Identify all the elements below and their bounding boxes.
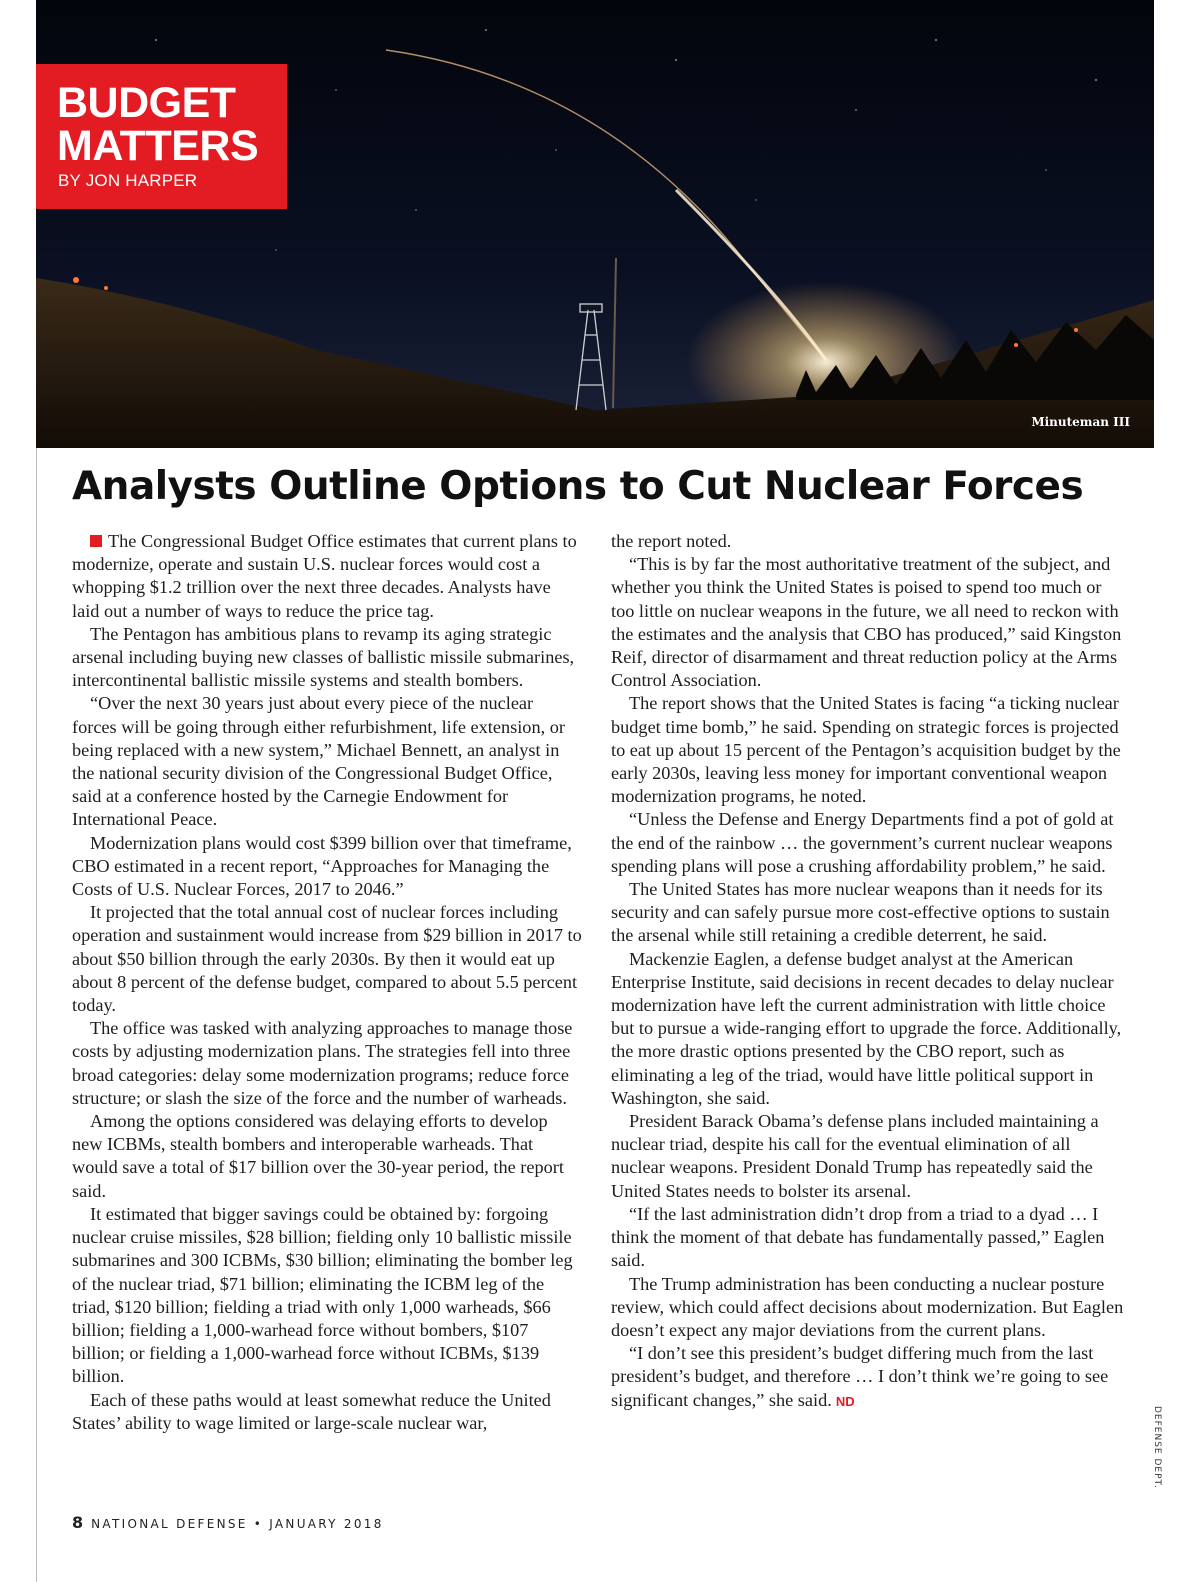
- paragraph: The report shows that the United States is facing “a ticking nuclear budget time bomb,” he said. Spending on strategic forces is projected to eat up about 15 percent of the Pentagon’s acquisition budget by the early 2030s, leaving less money for important conventional weapon modernization programs, he noted.: [611, 693, 1121, 807]
- paragraph: Each of these paths would at least somewhat reduce the United States’ ability to wage limited or large-scale nuclear war,: [72, 1389, 551, 1433]
- byline: BY JON HARPER: [58, 171, 198, 190]
- paragraph: The United States has more nuclear weapons than it needs for its security and can safely pursue more cost-effective options to sustain the arsenal while still retaining a credible deterrent, he said.: [611, 879, 1110, 946]
- paragraph: The Trump administration has been conducting a nuclear posture review, which could affect decisions about modernization. But Eaglen doesn’t expect any major deviations from the current plans.: [611, 1273, 1124, 1340]
- paragraph: [611, 1342, 1125, 1413]
- publication-line: NATIONAL DEFENSE • JANUARY 2018: [91, 1517, 384, 1531]
- paragraph: It projected that the total annual cost of nuclear forces including operation and sustainment would increase from $29 billion in 2017 to about $50 billion through the early 2030s. By then it would eat up about 8 percent of the defense budget, compared to about 5.5 percent today.: [72, 902, 582, 1016]
- section-badge: [36, 64, 287, 209]
- page-number: 8: [72, 1513, 84, 1532]
- photo-credit: DEFENSE DEPT.: [1152, 1406, 1162, 1489]
- paragraph: [72, 530, 582, 623]
- paragraph: “Over the next 30 years just about every piece of the nuclear forces will be going through either refurbishment, life extension, or being replaced with a new system,” Michael Bennett, an analyst in the national security division of the Congressional Budget Office, said at a conference hosted by the Carnegie Endowment for International Peace.: [72, 693, 565, 830]
- paragraph: Mackenzie Eaglen, a defense budget analyst at the American Enterprise Institute, said decisions in recent decades to delay nuclear modernization have left the current administration with little choice but to pursue a wide-ranging effort to upgrade the force. Additionally, the more drastic options presented by the CBO report, such as eliminating a leg of the triad, would have little political support in Washington, she said.: [611, 948, 1122, 1108]
- red-square-icon: [90, 535, 102, 547]
- end-mark: ND: [835, 1393, 855, 1409]
- paragraph: Among the options considered was delaying efforts to develop new ICBMs, stealth bombers and interoperable warheads. That would save a total of $17 billion over the 30-year period, the report said.: [72, 1111, 564, 1201]
- paragraph-text: “I don’t see this president’s budget differing much from the last president’s budget, and therefore … I don’t think we’re going to see significant changes,” she said.: [611, 1343, 1109, 1410]
- margin-rule: [36, 448, 37, 1582]
- page-footer: [72, 1513, 384, 1532]
- paragraph: “Unless the Defense and Energy Departments find a pot of gold at the end of the rainbow … the government’s current nuclear weapons spending plans will pose a crushing affordability problem,” he said.: [611, 809, 1114, 876]
- paragraph: The Pentagon has ambitious plans to revamp its aging strategic arsenal including buying new classes of ballistic missile submarines, intercontinental ballistic missile systems and stealth bombers.: [72, 623, 575, 691]
- paragraph: It estimated that bigger savings could be obtained by: forgoing nuclear cruise missiles, $28 billion; fielding only 10 ballistic missile submarines and 300 ICBMs, $30 billion; eliminating the bomber leg of the nuclear triad, $71 billion; eliminating the ICBM leg of the triad, $120 billion; fielding a triad with only 1,000 warheads, $66 billion; fielding a 1,000-warhead force without bombers, $107 billion; or fielding a 1,000-warhead force without ICBMs, $139 billion.: [72, 1203, 573, 1387]
- paragraph-text: The Congressional Budget Office estimates that current plans to modernize, operate and sustain U.S. nuclear forces would cost a whopping $1.2 trillion over the next three decades. Analysts have laid out a number of ways to reduce the price tag.: [72, 531, 577, 621]
- paragraph: Modernization plans would cost $399 billion over that timeframe, CBO estimated in a recent report, “Approaches for Managing the Costs of U.S. Nuclear Forces, 2017 to 2046.”: [72, 832, 572, 900]
- paragraph: President Barack Obama’s defense plans included maintaining a nuclear triad, despite his call for the eventual elimination of all nuclear weapons. President Donald Trump has repeatedly said the United States needs to bolster its arsenal.: [611, 1111, 1099, 1201]
- paragraph: “If the last administration didn’t drop from a triad to a dyad … I think the moment of that debate has fundamentally passed,” Eaglen said.: [611, 1203, 1105, 1271]
- section-title: BUDGET MATTERS: [57, 79, 259, 170]
- paragraph: “This is by far the most authoritative treatment of the subject, and whether you think the United States is poised to spend too much or too little on nuclear weapons in the future, we all need to reckon with the estimates and the analysis that CBO has produced,” said Kingston Reif, director of disarmament and threat reduction policy at the Arms Control Association.: [611, 554, 1122, 691]
- article-headline: Analysts Outline Options to Cut Nuclear Forces: [72, 464, 1084, 509]
- column-left: [72, 530, 582, 1435]
- paragraph-continuation: the report noted.: [611, 531, 732, 551]
- photo-caption: Minuteman III: [1031, 415, 1130, 429]
- column-right: [611, 530, 1125, 1413]
- paragraph: The office was tasked with analyzing approaches to manage those costs by adjusting modernization plans. The strategies fell into three broad categories: delay some modernization programs; reduce force structure; or slash the size of the force and the number of warheads.: [72, 1018, 573, 1108]
